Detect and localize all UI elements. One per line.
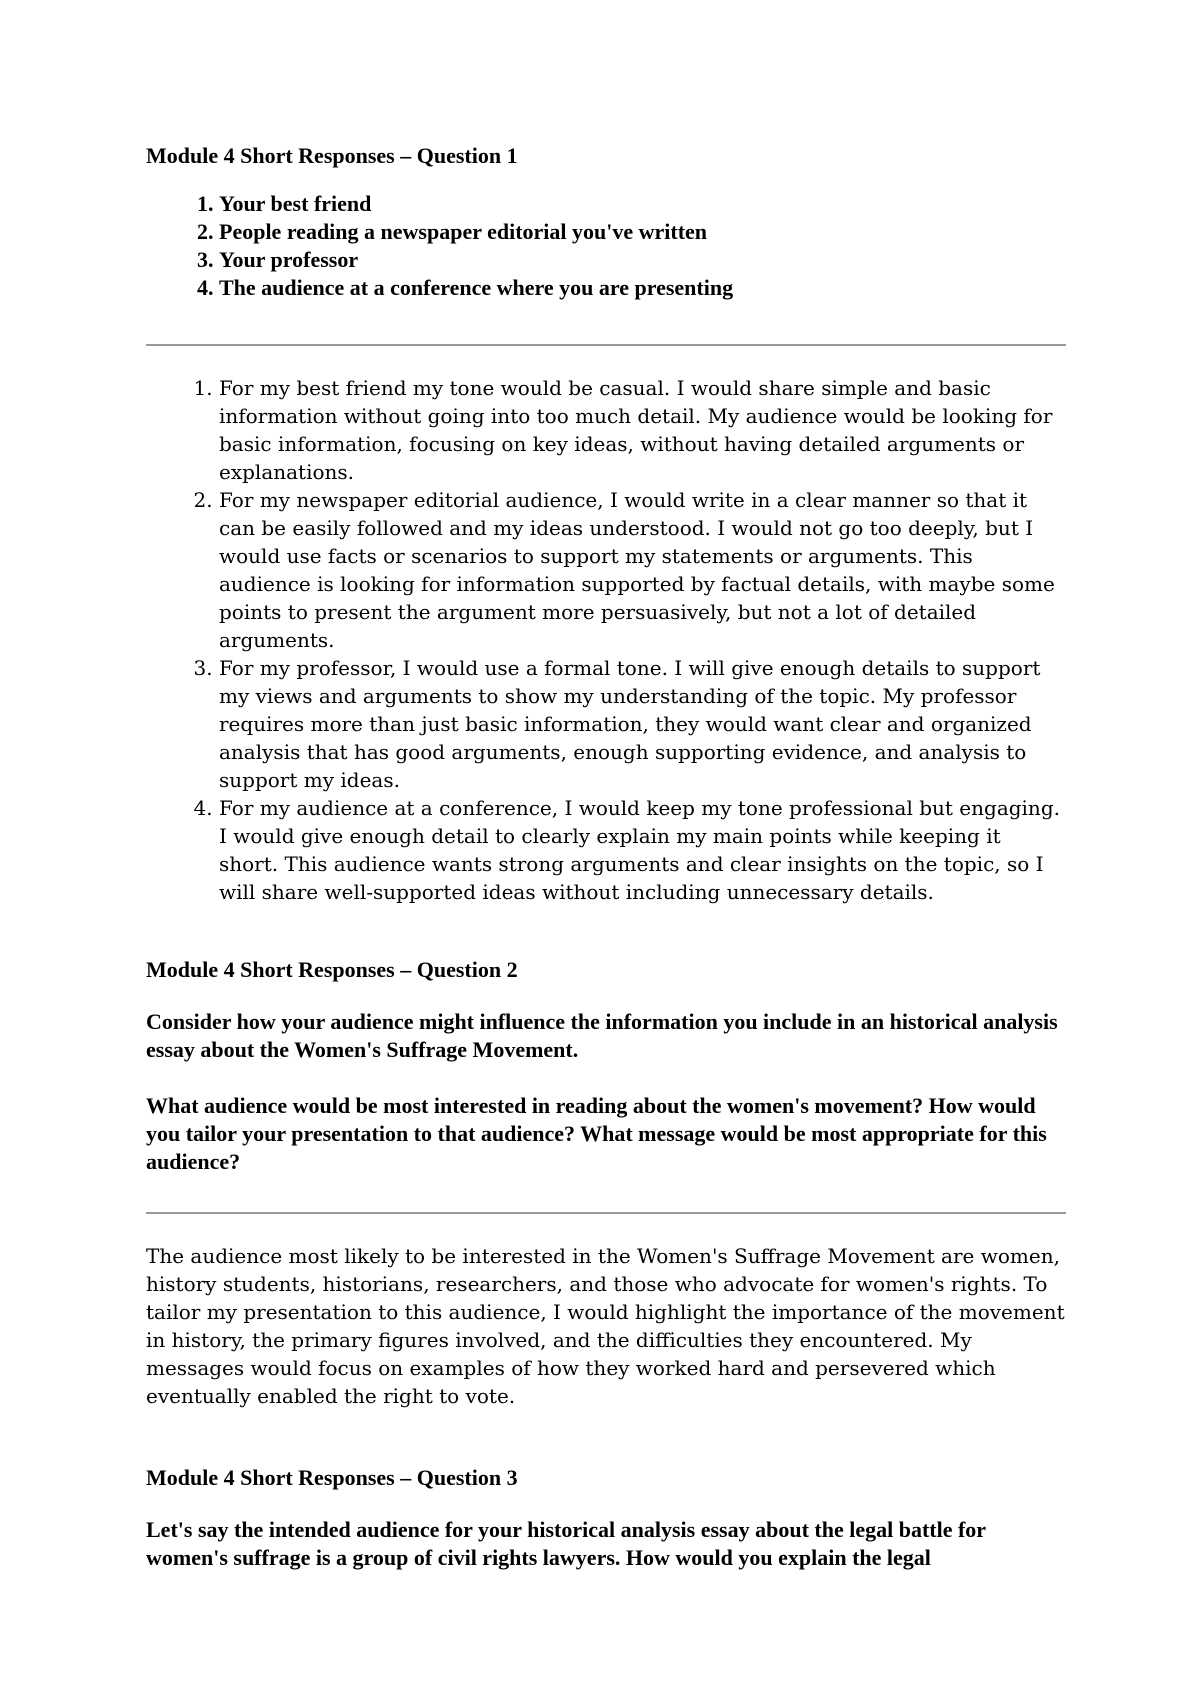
list-item: 2. People reading a newspaper editorial you've written xyxy=(219,218,1066,246)
q2-prompt-1: Consider how your audience might influence the information you include in an historical analysis essay about the Women's Suffrage Movement. xyxy=(146,1009,1058,1062)
list-item: 4. For my audience at a conference, I would keep my tone professional but engaging. I would give enough detail to clearly explain my main points while keeping it short. This audience wants strong arguments and clear insights on the topic, so I will share well-supported ideas without including unnecessary details. xyxy=(219,794,1066,906)
q1-heading: Module 4 Short Responses – Question 1 xyxy=(146,143,518,168)
document-content xyxy=(146,142,1066,1572)
q2-heading: Module 4 Short Responses – Question 2 xyxy=(146,957,518,982)
list-item: 4. The audience at a conference where you are presenting xyxy=(219,274,1066,302)
list-item: 3. Your professor xyxy=(219,246,1066,274)
q1-audience-list xyxy=(146,190,1066,302)
q3-prompt: Let's say the intended audience for your historical analysis essay about the legal battle for women's suffrage is a group of civil rights lawyers. How would you explain the legal xyxy=(146,1517,986,1570)
list-item: 1. For my best friend my tone would be casual. I would share simple and basic information without going into too much detail. My audience would be looking for basic information, focusing on key ideas, without having detailed arguments or explanations. xyxy=(219,374,1066,486)
q1-answer-list xyxy=(146,374,1066,906)
list-item: 1. Your best friend xyxy=(219,190,1066,218)
q2-answer: The audience most likely to be interested in the Women's Suffrage Movement are women, history students, historians, researchers, and those who advocate for women's rights. To tailor my presentation to this audience, I would highlight the importance of the movement in history, the primary figures involved, and the difficulties they encountered. My messages would focus on examples of how they worked hard and persevered which eventually enabled the right to vote. xyxy=(146,1244,1065,1408)
list-item: 2. For my newspaper editorial audience, I would write in a clear manner so that it can be easily followed and my ideas understood. I would not go too deeply, but I would use facts or scenarios to support my statements or arguments. This audience is looking for information supported by factual details, with maybe some points to present the argument more persuasively, but not a lot of detailed arguments. xyxy=(219,486,1066,654)
list-item: 3. For my professor, I would use a formal tone. I will give enough details to support my views and arguments to show my understanding of the topic. My professor requires more than just basic information, they would want clear and organized analysis that has good arguments, enough supporting evidence, and analysis to support my ideas. xyxy=(219,654,1066,794)
q2-prompt-2: What audience would be most interested in reading about the women's movement? How would you tailor your presentation to that audience? What message would be most appropriate for this audience? xyxy=(146,1093,1047,1174)
q3-heading: Module 4 Short Responses – Question 3 xyxy=(146,1465,518,1490)
